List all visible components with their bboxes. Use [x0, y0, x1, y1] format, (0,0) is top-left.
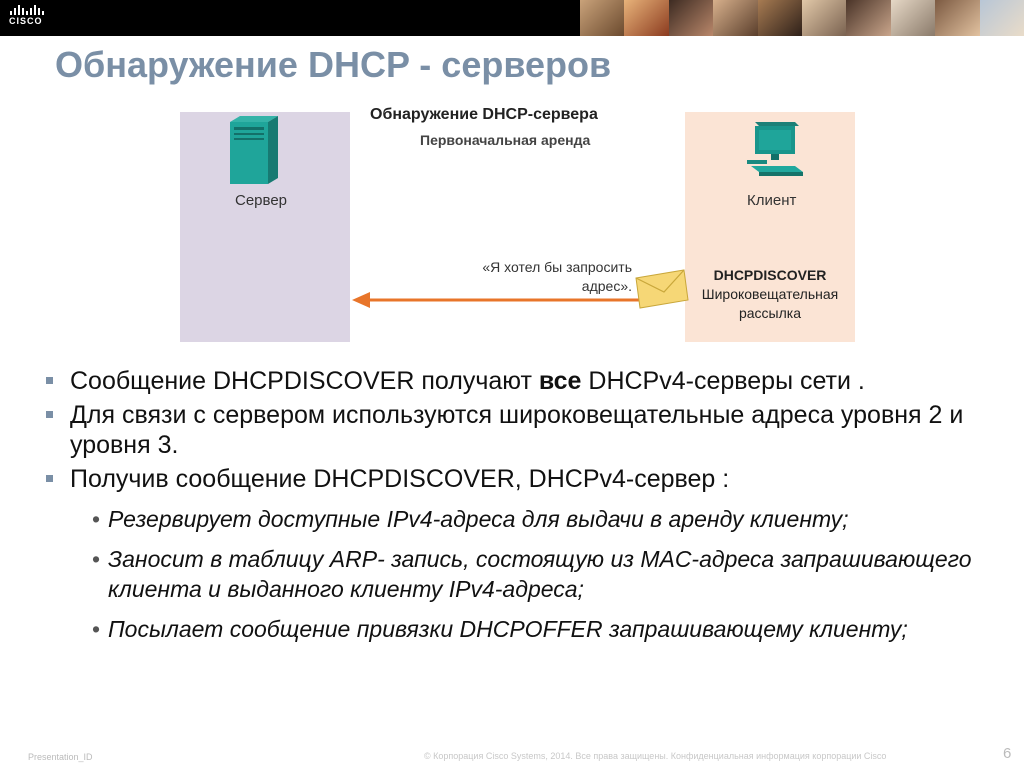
- photo: [758, 0, 802, 36]
- bullet-item: Сообщение DHCPDISCOVER получают все DHCPv4-серверы сети .: [44, 366, 1004, 396]
- server-label: Сервер: [235, 192, 288, 209]
- diagram-title: Обнаружение DHCP-сервера: [370, 106, 598, 123]
- header-photo-strip: [580, 0, 1024, 36]
- envelope-icon: [634, 268, 690, 310]
- photo: [980, 0, 1024, 36]
- diagram-subtitle: Первоначальная аренда: [420, 132, 591, 148]
- sub-bullet-item: • Резервирует доступные IPv4-адреса для выдачи в аренду клиенту;: [92, 506, 849, 532]
- photo: [802, 0, 846, 36]
- client-label: Клиент: [747, 192, 797, 209]
- bullet-dot-icon: •: [92, 546, 101, 572]
- top-banner: [0, 0, 1024, 36]
- dhcp-discover-diagram: [180, 100, 856, 346]
- server-icon: [224, 114, 280, 188]
- dhcpdiscover-caption: DHCPDISCOVER Широковещательная рассылка: [701, 267, 839, 321]
- sub-bullet-item: • Заносит в таблицу ARP- запись, состоящую из MAC-адреса запрашивающего клиента и выданного клиенту IPv4-адреса;: [92, 546, 972, 602]
- bullet-square-icon: [46, 377, 53, 384]
- photo: [624, 0, 668, 36]
- photo: [669, 0, 713, 36]
- bullet-item: Получив сообщение DHCPDISCOVER, DHCPv4-сервер :: [44, 464, 1004, 494]
- bullet-dot-icon: •: [92, 616, 101, 642]
- broadcast-arrow: [352, 290, 642, 310]
- presentation-id: Presentation_ID: [28, 752, 93, 762]
- photo: [935, 0, 979, 36]
- photo: [713, 0, 757, 36]
- sub-bullet-item: • Посылает сообщение привязки DHCPOFFER запрашивающему клиенту;: [92, 616, 908, 642]
- bold-emphasis: все: [538, 367, 582, 395]
- request-quote: «Я хотел бы запросить адрес».: [482, 259, 632, 294]
- photo: [580, 0, 624, 36]
- copyright-notice: © Корпорация Cisco Systems, 2014. Все права защищены. Конфиденциальная информация корпорации Cisco: [424, 751, 887, 761]
- bullet-dot-icon: •: [92, 506, 101, 532]
- bullet-square-icon: [46, 475, 53, 482]
- photo: [846, 0, 890, 36]
- bullet-square-icon: [46, 411, 53, 418]
- page-number: 6: [1003, 745, 1012, 762]
- logo-wordmark: CISCO: [9, 16, 43, 26]
- bullet-list: [44, 366, 1004, 644]
- bullet-item: Для связи с сервером используются широковещательные адреса уровня 2 и уровня 3.: [44, 400, 1004, 460]
- computer-icon: [745, 118, 809, 180]
- photo: [891, 0, 935, 36]
- page-title: Обнаружение DHCP - серверов: [55, 44, 612, 85]
